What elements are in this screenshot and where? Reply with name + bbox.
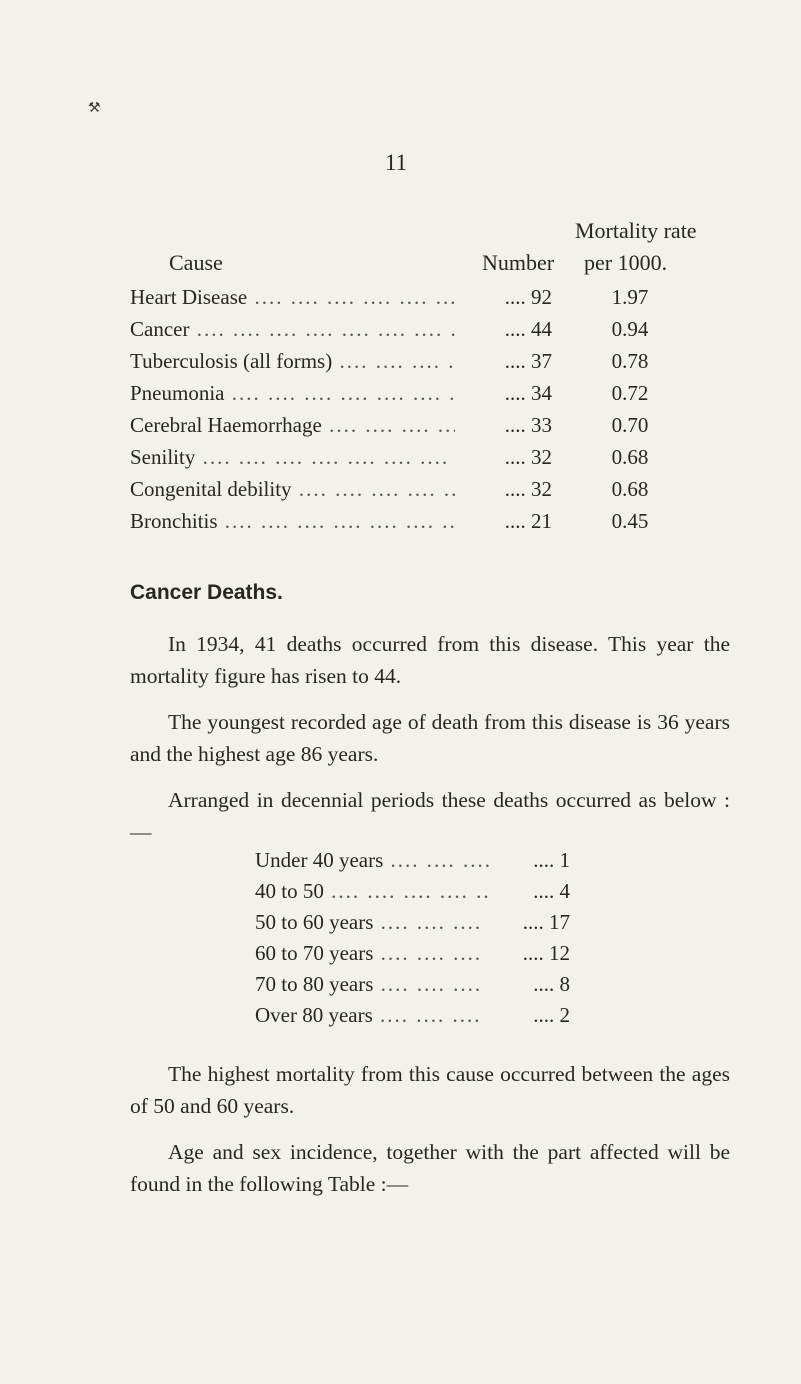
- number-value: 33: [531, 413, 552, 437]
- number-value: 92: [531, 285, 552, 309]
- age-group-count: .... 8: [490, 972, 570, 997]
- rate-header-line1: Mortality rate: [575, 218, 697, 243]
- table-row-number: .... 32: [455, 477, 552, 502]
- table-row-rate: 0.68: [611, 445, 649, 469]
- table-row-cause: Tuberculosis (all forms) ....: [130, 349, 490, 374]
- age-group-label: Under 40 years ....: [255, 848, 505, 873]
- table-row-rate: 0.72: [611, 381, 649, 405]
- number-value: 37: [531, 349, 552, 373]
- table-row-rate: 1.97: [611, 285, 649, 309]
- section-title: Cancer Deaths.: [130, 581, 283, 604]
- table-row-rate: 0.78: [611, 349, 649, 373]
- number-value: 34: [531, 381, 552, 405]
- rate-header-line2: per 1000.: [584, 250, 668, 275]
- table-row-cause: Senility ....: [130, 445, 490, 470]
- table-row-cause: Congenital debility ....: [130, 477, 490, 502]
- table-row-number: .... 92: [455, 285, 552, 310]
- table-row-cause: Pneumonia ....: [130, 381, 490, 406]
- number-value: 21: [531, 509, 552, 533]
- table-row-number: .... 44: [455, 317, 552, 342]
- age-group-label: 60 to 70 years ....: [255, 941, 505, 966]
- table-row-number: .... 33: [455, 413, 552, 438]
- table-row-number: .... 32: [455, 445, 552, 470]
- age-group-label: 70 to 80 years ....: [255, 972, 505, 997]
- table-row-rate: 0.70: [611, 413, 649, 437]
- count-value: 12: [549, 941, 570, 965]
- table-row-rate: 0.68: [611, 477, 649, 501]
- table-row-cause: Bronchitis ....: [130, 509, 490, 534]
- paragraph-arranged: Arranged in decennial periods these deaths occurred as below :—: [130, 788, 730, 844]
- number-value: 32: [531, 477, 552, 501]
- table-row-cause: Heart Disease ....: [130, 285, 490, 310]
- number-value: 44: [531, 317, 552, 341]
- age-group-label: 40 to 50 ....: [255, 879, 505, 904]
- age-group-label: Over 80 years ....: [255, 1003, 505, 1028]
- paragraph-age-range: The youngest recorded age of death from this disease is 36 years and the highest age 86 years.: [130, 710, 730, 766]
- cause-header: Cause: [169, 250, 223, 275]
- count-value: 2: [559, 1003, 570, 1027]
- age-group-count: .... 17: [490, 910, 570, 935]
- page-number: 11: [385, 150, 408, 175]
- table-row-rate: 0.45: [611, 509, 649, 533]
- table-row-cause: Cerebral Haemorrhage ....: [130, 413, 490, 438]
- number-header: Number: [482, 250, 555, 275]
- paragraph-highest: The highest mortality from this cause occurred between the ages of 50 and 60 years.: [130, 1062, 730, 1118]
- age-group-count: .... 12: [490, 941, 570, 966]
- paragraph-intro: In 1934, 41 deaths occurred from this disease. This year the mortality figure has risen to 44.: [130, 632, 730, 688]
- age-group-count: .... 1: [490, 848, 570, 873]
- table-row-cause: Cancer ....: [130, 317, 490, 342]
- number-value: 32: [531, 445, 552, 469]
- age-group-count: .... 2: [490, 1003, 570, 1028]
- count-value: 4: [559, 879, 570, 903]
- age-group-count: .... 4: [490, 879, 570, 904]
- table-row-rate: 0.94: [611, 317, 649, 341]
- count-value: 8: [559, 972, 570, 996]
- age-group-label: 50 to 60 years ....: [255, 910, 505, 935]
- table-row-number: .... 34: [455, 381, 552, 406]
- count-value: 17: [549, 910, 570, 934]
- table-row-number: .... 21: [455, 509, 552, 534]
- paragraph-table-ref: Age and sex incidence, together with the part affected will be found in the following Table :—: [130, 1140, 730, 1196]
- count-value: 1: [559, 848, 570, 872]
- page-mark: ⚒: [88, 101, 101, 116]
- table-row-number: .... 37: [455, 349, 552, 374]
